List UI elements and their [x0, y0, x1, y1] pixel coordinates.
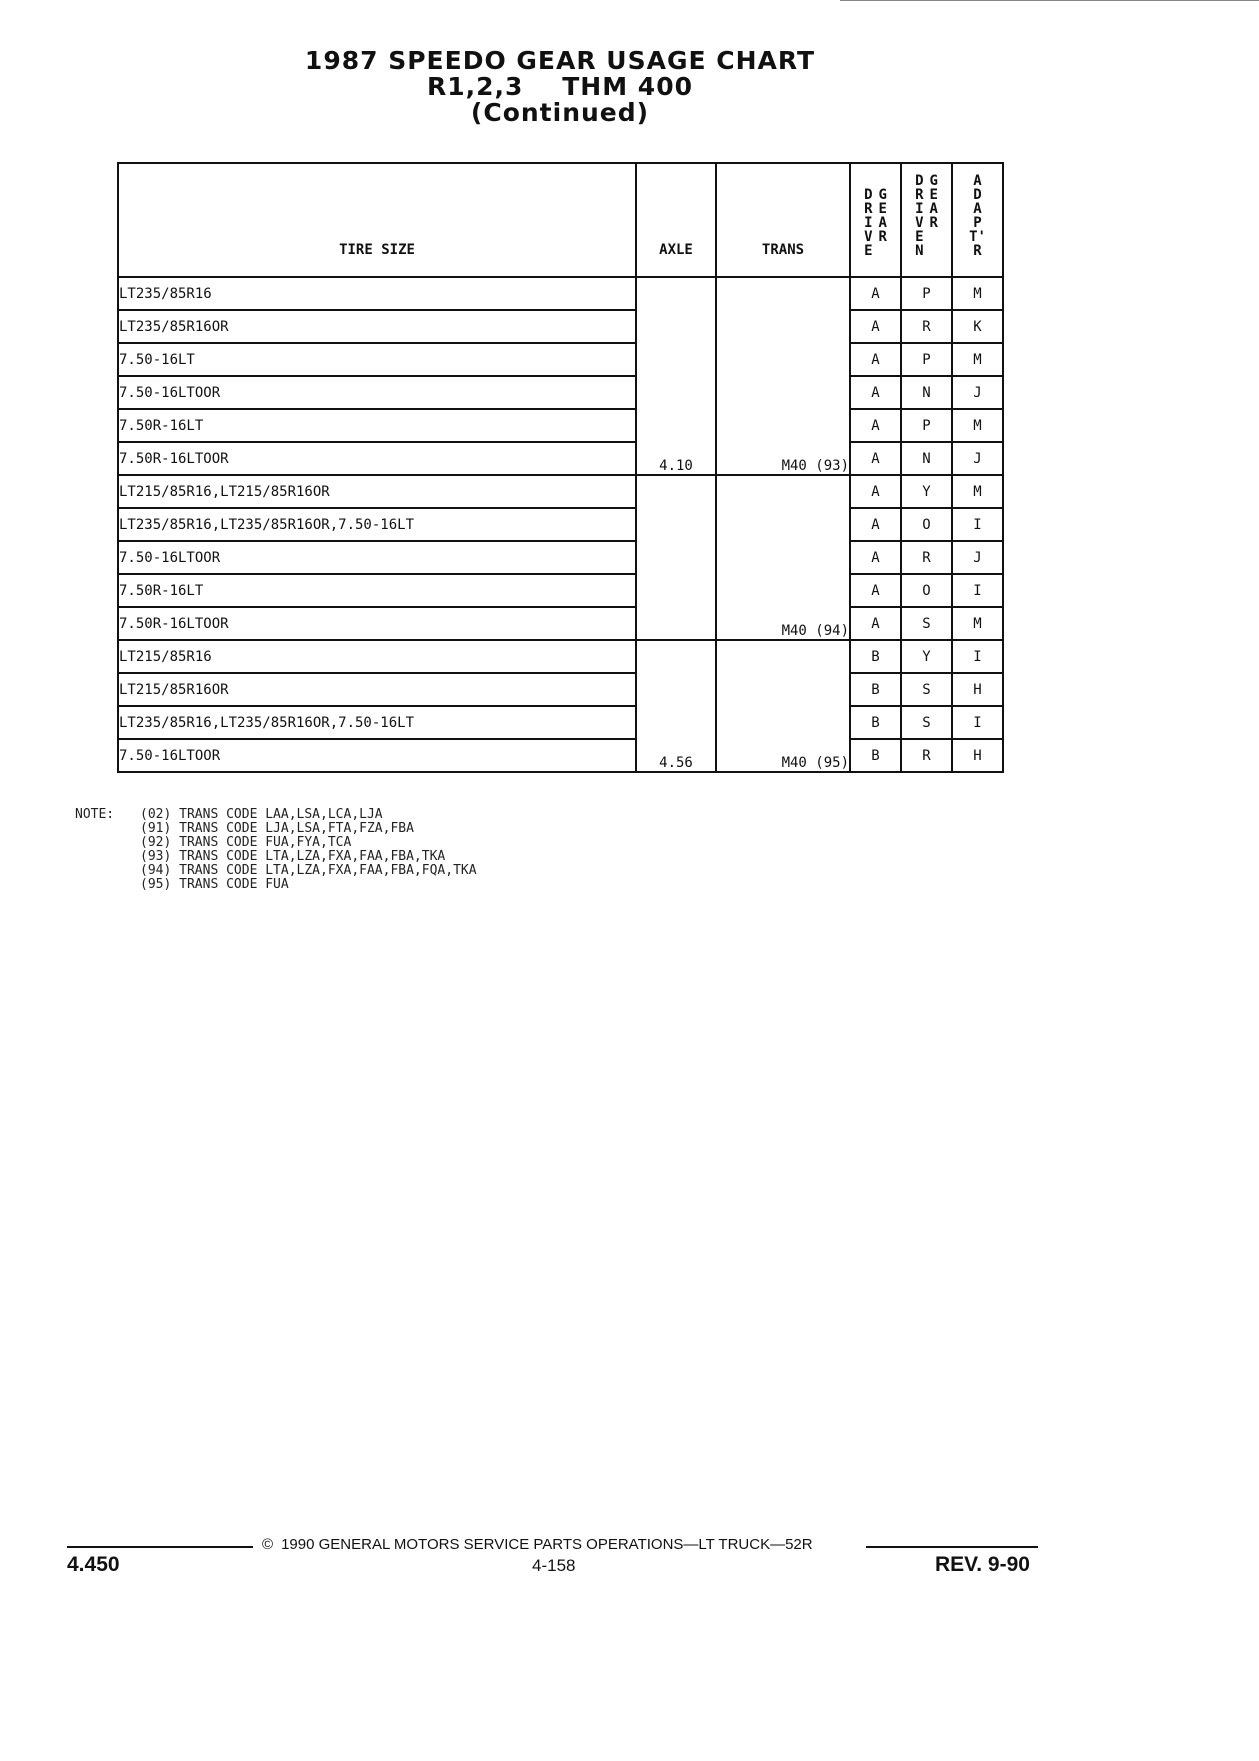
table-row: [118, 409, 1003, 442]
driven-gear-cell: Y: [901, 640, 952, 673]
header-letter: E: [915, 229, 924, 245]
driven-gear-cell: Y: [901, 475, 952, 508]
driven-gear-cell: P: [901, 343, 952, 376]
driven-gear-cell: S: [901, 673, 952, 706]
header-letter: D: [864, 187, 873, 203]
top-edge-rule: [840, 0, 1259, 1]
drive-gear-cell: B: [850, 706, 901, 739]
tire-size-cell: LT215/85R16: [118, 640, 636, 673]
header-letter: A: [878, 215, 887, 231]
table-body: [118, 277, 1003, 772]
tire-size-cell: LT235/85R16,LT235/85R16OR,7.50-16LT: [118, 508, 636, 541]
table-row: [118, 277, 1003, 310]
drive-gear-cell: A: [850, 376, 901, 409]
table-row: [118, 607, 1003, 640]
note-line: (95) TRANS CODE FUA: [140, 877, 289, 892]
driven-gear-cell: R: [901, 541, 952, 574]
driven-gear-cell: P: [901, 409, 952, 442]
tire-size-cell: 7.50R-16LTOOR: [118, 607, 636, 640]
driven-gear-cell: P: [901, 277, 952, 310]
tire-size-cell: 7.50-16LT: [118, 343, 636, 376]
header-letter: P: [973, 215, 982, 231]
tire-size-cell: LT215/85R16OR: [118, 673, 636, 706]
note-line: (93) TRANS CODE LTA,LZA,FXA,FAA,FBA,TKA: [140, 849, 446, 864]
adapter-cell: J: [952, 541, 1003, 574]
adapter-cell: M: [952, 277, 1003, 310]
table-header-row: [118, 163, 1003, 277]
table-row: [118, 343, 1003, 376]
tire-size-cell: 7.50R-16LT: [118, 409, 636, 442]
driven-gear-cell: S: [901, 706, 952, 739]
tire-size-cell: 7.50-16LTOOR: [118, 739, 636, 772]
drive-gear-cell: A: [850, 343, 901, 376]
header-letter: E: [878, 201, 887, 217]
adapter-cell: J: [952, 376, 1003, 409]
tire-size-cell: 7.50-16LTOOR: [118, 541, 636, 574]
header-driven-gear-gear-word: [930, 174, 938, 258]
notes-lines: [140, 808, 477, 892]
header-letter: I: [915, 201, 924, 217]
header-letter: A: [973, 201, 982, 217]
adapter-cell: M: [952, 475, 1003, 508]
header-trans: TRANS: [716, 163, 850, 277]
trans-cell: M40 (93): [716, 277, 850, 475]
driven-gear-cell: O: [901, 574, 952, 607]
header-letter: I: [864, 215, 873, 231]
adapter-cell: I: [952, 508, 1003, 541]
drive-gear-cell: A: [850, 442, 901, 475]
header-letter: A: [929, 201, 938, 217]
header-letter: G: [929, 173, 938, 189]
adapter-cell: I: [952, 706, 1003, 739]
table-row: [118, 640, 1003, 673]
header-letter: T': [969, 229, 986, 245]
tire-size-cell: LT235/85R16OR: [118, 310, 636, 343]
tire-size-cell: 7.50R-16LT: [118, 574, 636, 607]
note-line: (91) TRANS CODE LJA,LSA,FTA,FZA,FBA: [140, 821, 414, 836]
header-driven-gear: [901, 163, 952, 277]
table-row: [118, 376, 1003, 409]
drive-gear-cell: B: [850, 739, 901, 772]
tire-size-cell: LT235/85R16,LT235/85R16OR,7.50-16LT: [118, 706, 636, 739]
tire-size-cell: LT215/85R16,LT215/85R16OR: [118, 475, 636, 508]
table-row: [118, 706, 1003, 739]
table-row: [118, 442, 1003, 475]
footer-rule-right: [866, 1546, 1038, 1548]
tire-size-cell: 7.50R-16LTOOR: [118, 442, 636, 475]
note-line: (94) TRANS CODE LTA,LZA,FXA,FAA,FBA,FQA,TKA: [140, 863, 477, 878]
drive-gear-cell: A: [850, 409, 901, 442]
adapter-cell: I: [952, 574, 1003, 607]
adapter-cell: H: [952, 739, 1003, 772]
adapter-cell: I: [952, 640, 1003, 673]
header-letter: V: [915, 215, 924, 231]
section-number: 4.450: [67, 1553, 120, 1576]
header-letter: N: [915, 243, 924, 259]
header-adapter-word: [969, 174, 986, 258]
driven-gear-cell: O: [901, 508, 952, 541]
title-line-1: 1987 SPEEDO GEAR USAGE CHART: [304, 46, 816, 75]
header-letter: R: [929, 215, 938, 231]
driven-gear-cell: R: [901, 739, 952, 772]
header-letter: E: [864, 243, 873, 259]
drive-gear-cell: B: [850, 673, 901, 706]
drive-gear-cell: A: [850, 541, 901, 574]
chart-title: [220, 48, 900, 126]
header-tire-size: TIRE SIZE: [118, 163, 636, 277]
header-letter: R: [973, 243, 982, 259]
axle-cell: 4.56: [636, 640, 716, 772]
page-number: 4-158: [532, 1556, 576, 1575]
drive-gear-cell: A: [850, 508, 901, 541]
trans-cell: M40 (95): [716, 640, 850, 772]
adapter-cell: K: [952, 310, 1003, 343]
revision-label: REV. 9-90: [935, 1553, 1030, 1576]
adapter-cell: M: [952, 607, 1003, 640]
header-axle: AXLE: [636, 163, 716, 277]
header-letter: E: [929, 187, 938, 203]
header-letter: D: [973, 187, 982, 203]
axle-cell: 4.10: [636, 277, 716, 475]
copyright-line: [262, 1536, 813, 1553]
header-drive-gear-word: [864, 188, 872, 258]
tire-size-cell: 7.50-16LTOOR: [118, 376, 636, 409]
header-drive-gear-gear-word: [879, 188, 887, 258]
notes-label: NOTE:: [75, 807, 115, 822]
header-letter: G: [878, 187, 887, 203]
header-letter: R: [864, 201, 873, 217]
drive-gear-cell: A: [850, 475, 901, 508]
header-drive-gear: [850, 163, 901, 277]
title-line-2: R1,2,3 THM 400: [427, 72, 693, 101]
table-row: [118, 475, 1003, 508]
driven-gear-cell: N: [901, 442, 952, 475]
header-letter: V: [864, 229, 873, 245]
copyright-icon: ©: [262, 1536, 274, 1553]
copyright-text: 1990 GENERAL MOTORS SERVICE PARTS OPERATIONS—LT TRUCK—52R: [281, 1536, 813, 1553]
note-line: (92) TRANS CODE FUA,FYA,TCA: [140, 835, 352, 850]
trans-cell: M40 (94): [716, 475, 850, 640]
note-line: (02) TRANS CODE LAA,LSA,LCA,LJA: [140, 807, 383, 822]
drive-gear-cell: A: [850, 277, 901, 310]
adapter-cell: M: [952, 409, 1003, 442]
drive-gear-cell: A: [850, 310, 901, 343]
header-letter: R: [915, 187, 924, 203]
adapter-cell: J: [952, 442, 1003, 475]
title-line-3: (Continued): [470, 98, 650, 127]
header-adapter: [952, 163, 1003, 277]
table-row: [118, 508, 1003, 541]
drive-gear-cell: B: [850, 640, 901, 673]
axle-cell: [636, 475, 716, 640]
table-row: [118, 574, 1003, 607]
adapter-cell: M: [952, 343, 1003, 376]
tire-size-cell: LT235/85R16: [118, 277, 636, 310]
driven-gear-cell: N: [901, 376, 952, 409]
driven-gear-cell: S: [901, 607, 952, 640]
table-row: [118, 673, 1003, 706]
header-letter: A: [973, 173, 982, 189]
table-row: [118, 310, 1003, 343]
driven-gear-cell: R: [901, 310, 952, 343]
header-letter: R: [878, 229, 887, 245]
drive-gear-cell: A: [850, 607, 901, 640]
footer-rule-left: [67, 1546, 253, 1548]
table-row: [118, 739, 1003, 772]
adapter-cell: H: [952, 673, 1003, 706]
speedo-gear-table: [117, 162, 1004, 773]
drive-gear-cell: A: [850, 574, 901, 607]
table-row: [118, 541, 1003, 574]
header-driven-gear-word: [915, 174, 923, 258]
header-letter: D: [915, 173, 924, 189]
